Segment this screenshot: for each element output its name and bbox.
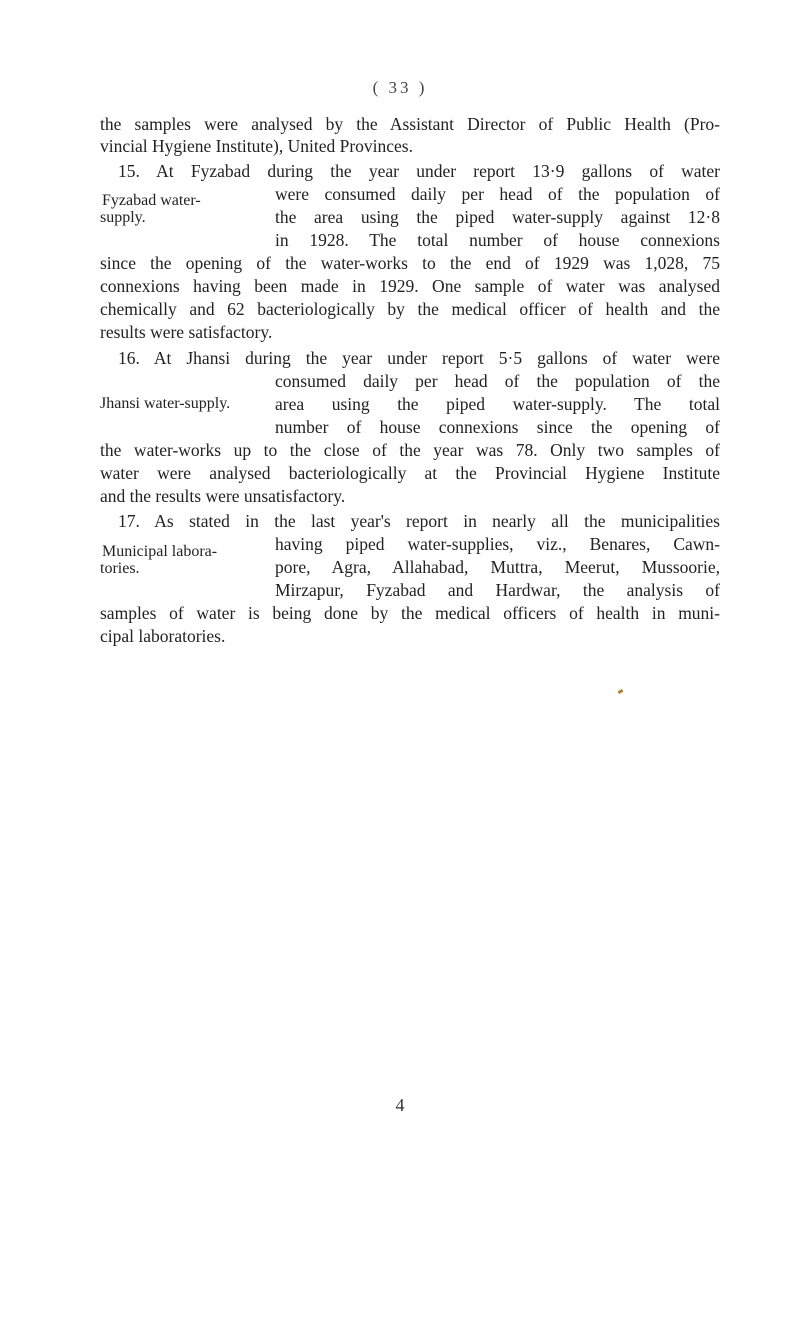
- text-line: number of house connexions since the opening of: [275, 417, 720, 437]
- text-line: cipal laboratories.: [100, 626, 226, 646]
- text-line: the samples were analysed by the Assistant Director of Public Health (Pro-: [100, 114, 720, 134]
- text-line: consumed daily per head of the population of the: [275, 371, 720, 391]
- text-line: were consumed daily per head of the population of: [275, 184, 720, 204]
- ink-speck: [618, 689, 624, 694]
- text-line: 17. As stated in the last year's report in nearly all the municipalities: [118, 511, 720, 531]
- text-line: in 1928. The total number of house connexions: [275, 230, 720, 250]
- text-line: chemically and 62 bacteriologically by the medical officer of health and the: [100, 299, 720, 319]
- side-heading: Fyzabad water-: [102, 192, 201, 209]
- text-line: connexions having been made in 1929. One sample of water was analysed: [100, 276, 720, 296]
- side-heading: Jhansi water-supply.: [100, 395, 231, 412]
- text-line: vincial Hygiene Institute), United Provinces.: [100, 136, 413, 156]
- text-line: the area using the piped water-supply against 12·8: [275, 207, 720, 227]
- text-line: Mirzapur, Fyzabad and Hardwar, the analysis of: [275, 580, 720, 600]
- text-line: the water-works up to the close of the year was 78. Only two samples of: [100, 440, 720, 460]
- text-line: pore, Agra, Allahabad, Muttra, Meerut, Mussoorie,: [275, 557, 720, 577]
- footer-page-number: 4: [395, 1095, 405, 1115]
- text-line: 15. At Fyzabad during the year under report 13·9 gallons of water: [118, 161, 720, 181]
- page-number: ( 33 ): [372, 78, 428, 97]
- text-line: water were analysed bacteriologically at the Provincial Hygiene Institute: [100, 463, 720, 483]
- side-heading: supply.: [100, 209, 146, 226]
- text-line: 16. At Jhansi during the year under report 5·5 gallons of water were: [118, 348, 720, 368]
- side-heading: tories.: [100, 560, 140, 577]
- text-line: results were satisfactory.: [100, 322, 273, 342]
- text-line: samples of water is being done by the medical officers of health in muni-: [100, 603, 720, 623]
- text-line: having piped water-supplies, viz., Benares, Cawn-: [275, 534, 720, 554]
- text-line: since the opening of the water-works to the end of 1929 was 1,028, 75: [100, 253, 720, 273]
- side-heading: Municipal labora-: [102, 543, 218, 560]
- text-line: area using the piped water-supply. The total: [275, 394, 720, 414]
- text-line: and the results were unsatisfactory.: [100, 486, 346, 506]
